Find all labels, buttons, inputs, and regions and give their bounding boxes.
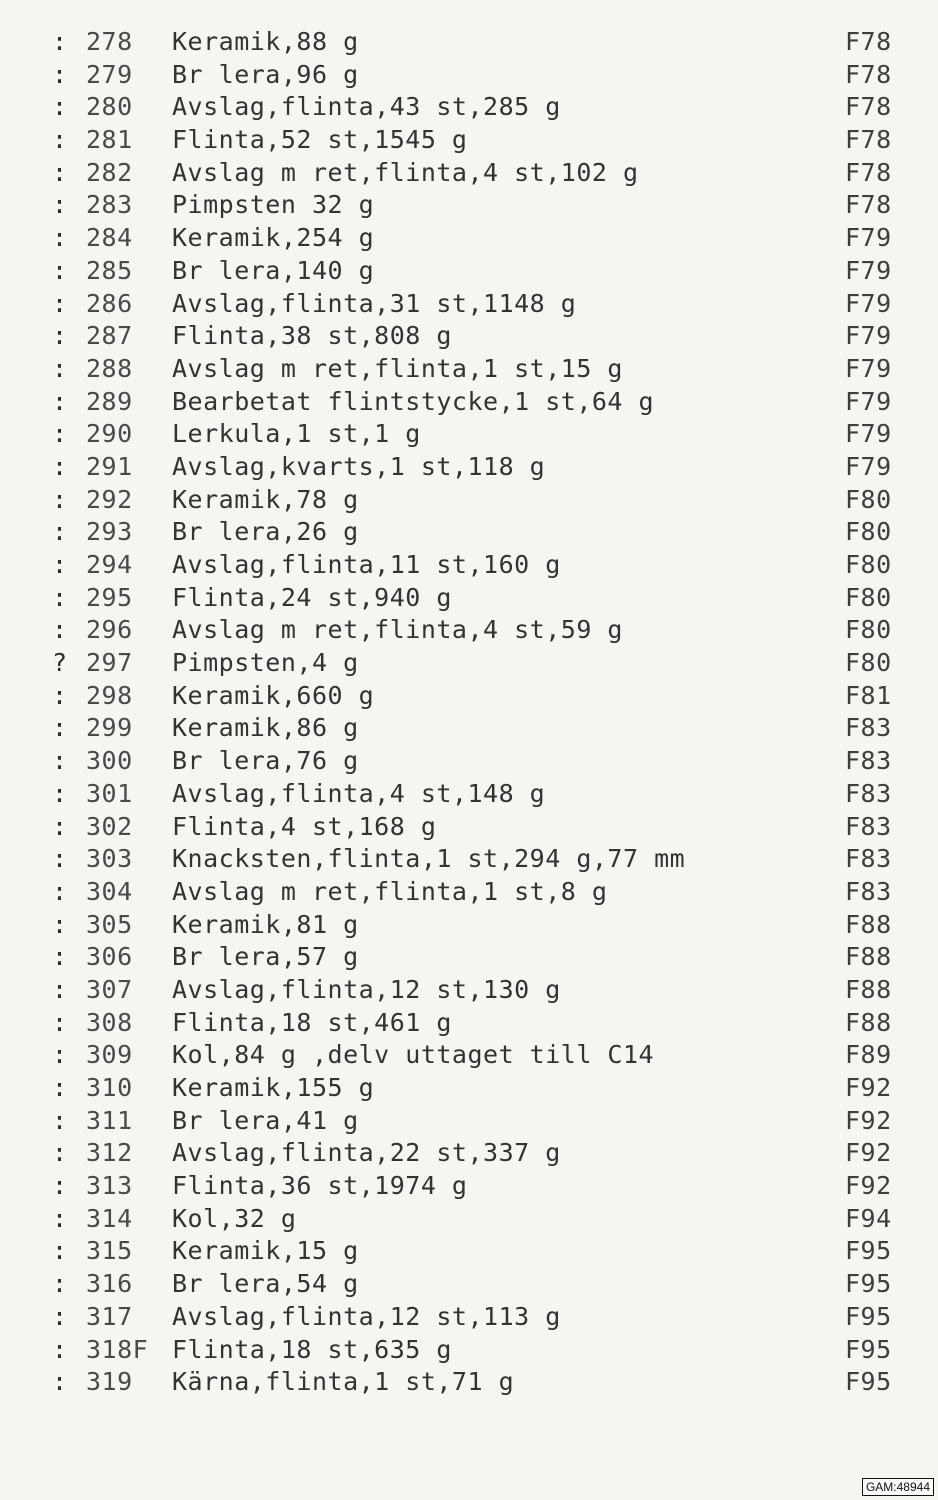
catalog-number: 317 — [86, 1301, 133, 1331]
list-item — [52, 222, 912, 255]
feature-code: F80 — [845, 582, 892, 612]
list-item — [52, 516, 912, 549]
list-item — [52, 712, 912, 745]
row-marker: : — [52, 484, 68, 514]
find-description: Br lera,26 g — [172, 517, 359, 547]
find-description: Avslag,flinta,22 st,337 g — [172, 1138, 561, 1168]
catalog-number: 307 — [86, 974, 133, 1004]
list-item — [52, 647, 912, 680]
list-item — [52, 745, 912, 778]
list-item — [52, 157, 912, 190]
row-marker: : — [52, 1105, 68, 1135]
feature-code: F88 — [845, 974, 892, 1004]
row-marker: : — [52, 1236, 68, 1266]
list-item — [52, 124, 912, 157]
list-item — [52, 843, 912, 876]
find-description: Keramik,254 g — [172, 223, 375, 253]
catalog-number: 302 — [86, 811, 133, 841]
list-item — [52, 1039, 912, 1072]
row-marker: : — [52, 1367, 68, 1397]
row-marker: : — [52, 125, 68, 155]
find-description: Flinta,24 st,940 g — [172, 582, 452, 612]
feature-code: F80 — [845, 648, 892, 678]
feature-code: F78 — [845, 59, 892, 89]
list-item — [52, 451, 912, 484]
find-description: Keramik,660 g — [172, 680, 375, 710]
list-item — [52, 876, 912, 909]
find-description: Bearbetat flintstycke,1 st,64 g — [172, 386, 655, 416]
list-item — [52, 353, 912, 386]
feature-code: F78 — [845, 157, 892, 187]
list-item — [52, 811, 912, 844]
feature-code: F78 — [845, 27, 892, 56]
row-marker: : — [52, 844, 68, 874]
catalog-number: 315 — [86, 1236, 133, 1266]
find-description: Kol,32 g — [172, 1203, 297, 1233]
find-description: Br lera,76 g — [172, 746, 359, 776]
list-item — [52, 1203, 912, 1236]
row-marker: : — [52, 1007, 68, 1037]
catalog-number: 294 — [86, 550, 133, 579]
archive-stamp: GAM:48944 — [862, 1478, 934, 1496]
list-item — [52, 1235, 912, 1268]
row-marker: : — [52, 386, 68, 416]
row-marker: : — [52, 1073, 68, 1102]
find-description: Flinta,18 st,635 g — [172, 1334, 452, 1364]
feature-code: F79 — [845, 451, 892, 481]
row-marker: : — [52, 942, 68, 972]
find-description: Flinta,4 st,168 g — [172, 811, 437, 841]
catalog-number: 290 — [86, 419, 133, 449]
catalog-number: 298 — [86, 680, 133, 710]
catalog-number: 283 — [86, 190, 133, 220]
find-description: Keramik,86 g — [172, 713, 359, 743]
feature-code: F80 — [845, 484, 892, 514]
row-marker: : — [52, 1138, 68, 1168]
feature-code: F95 — [845, 1236, 892, 1266]
list-item — [52, 680, 912, 713]
feature-code: F79 — [845, 419, 892, 449]
catalog-number: 316 — [86, 1269, 133, 1299]
list-item — [52, 1268, 912, 1301]
feature-code: F78 — [845, 92, 892, 122]
catalog-number: 301 — [86, 778, 133, 808]
list-item — [52, 189, 912, 222]
catalog-number: 293 — [86, 517, 133, 547]
catalog-number: 308 — [86, 1007, 133, 1037]
row-marker: : — [52, 255, 68, 285]
find-description: Knacksten,flinta,1 st,294 g,77 mm — [172, 844, 686, 874]
find-description: Br lera,140 g — [172, 255, 375, 285]
list-item — [52, 386, 912, 419]
find-description: Flinta,38 st,808 g — [172, 321, 452, 351]
feature-code: F80 — [845, 517, 892, 547]
catalog-number: 300 — [86, 746, 133, 776]
row-marker: : — [52, 1301, 68, 1331]
row-marker: : — [52, 582, 68, 612]
feature-code: F83 — [845, 778, 892, 808]
row-marker: : — [52, 288, 68, 318]
list-item — [52, 26, 912, 59]
find-description: Avslag m ret,flinta,1 st,8 g — [172, 876, 608, 906]
find-description: Keramik,78 g — [172, 484, 359, 514]
feature-code: F83 — [845, 811, 892, 841]
catalog-number: 299 — [86, 713, 133, 743]
feature-code: F92 — [845, 1073, 892, 1102]
feature-code: F95 — [845, 1367, 892, 1397]
catalog-number: 285 — [86, 255, 133, 285]
row-marker: : — [52, 550, 68, 579]
catalog-number: 281 — [86, 125, 133, 155]
catalog-number: 306 — [86, 942, 133, 972]
list-item — [52, 255, 912, 288]
catalog-number: 280 — [86, 92, 133, 122]
catalog-number: 310 — [86, 1073, 133, 1102]
find-description: Br lera,41 g — [172, 1105, 359, 1135]
find-description: Pimpsten,4 g — [172, 648, 359, 678]
row-marker: : — [52, 746, 68, 776]
list-item — [52, 1105, 912, 1138]
find-description: Flinta,52 st,1545 g — [172, 125, 468, 155]
catalog-number: 288 — [86, 353, 133, 383]
row-marker: : — [52, 1203, 68, 1233]
feature-code: F78 — [845, 190, 892, 220]
find-description: Kärna,flinta,1 st,71 g — [172, 1367, 515, 1397]
feature-code: F79 — [845, 288, 892, 318]
list-item — [52, 418, 912, 451]
feature-code: F92 — [845, 1105, 892, 1135]
feature-code: F83 — [845, 876, 892, 906]
catalog-number: 295 — [86, 582, 133, 612]
list-item — [52, 288, 912, 321]
find-description: Br lera,96 g — [172, 59, 359, 89]
catalog-number: 309 — [86, 1040, 133, 1070]
catalog-number: 292 — [86, 484, 133, 514]
feature-code: F95 — [845, 1269, 892, 1299]
catalog-number: 318F — [86, 1334, 149, 1364]
row-marker: : — [52, 190, 68, 220]
row-marker: : — [52, 517, 68, 547]
find-description: Keramik,81 g — [172, 909, 359, 939]
feature-code: F94 — [845, 1203, 892, 1233]
feature-code: F81 — [845, 680, 892, 710]
row-marker: : — [52, 615, 68, 645]
feature-code: F88 — [845, 942, 892, 972]
catalog-number: 312 — [86, 1138, 133, 1168]
list-item — [52, 1301, 912, 1334]
catalog-number: 282 — [86, 157, 133, 187]
catalog-number: 304 — [86, 876, 133, 906]
list-item — [52, 1007, 912, 1040]
catalog-number: 297 — [86, 648, 133, 678]
find-description: Pimpsten 32 g — [172, 190, 375, 220]
feature-code: F79 — [845, 386, 892, 416]
feature-code: F95 — [845, 1301, 892, 1331]
row-marker: : — [52, 451, 68, 481]
row-marker: : — [52, 1171, 68, 1201]
row-marker: : — [52, 909, 68, 939]
catalog-number: 287 — [86, 321, 133, 351]
row-marker: : — [52, 680, 68, 710]
feature-code: F80 — [845, 550, 892, 579]
feature-code: F95 — [845, 1334, 892, 1364]
find-list — [52, 26, 912, 1399]
find-description: Avslag,flinta,12 st,113 g — [172, 1301, 561, 1331]
find-description: Avslag m ret,flinta,4 st,102 g — [172, 157, 639, 187]
list-item — [52, 614, 912, 647]
catalog-number: 296 — [86, 615, 133, 645]
row-marker: : — [52, 974, 68, 1004]
feature-code: F83 — [845, 746, 892, 776]
catalog-number: 314 — [86, 1203, 133, 1233]
catalog-number: 291 — [86, 451, 133, 481]
feature-code: F80 — [845, 615, 892, 645]
find-description: Flinta,36 st,1974 g — [172, 1171, 468, 1201]
find-description: Avslag,flinta,11 st,160 g — [172, 550, 561, 579]
find-description: Avslag m ret,flinta,1 st,15 g — [172, 353, 623, 383]
row-marker: : — [52, 713, 68, 743]
list-item — [52, 1170, 912, 1203]
list-item — [52, 484, 912, 517]
find-description: Avslag,flinta,4 st,148 g — [172, 778, 546, 808]
catalog-number: 311 — [86, 1105, 133, 1135]
catalog-number: 289 — [86, 386, 133, 416]
find-description: Avslag m ret,flinta,4 st,59 g — [172, 615, 623, 645]
feature-code: F83 — [845, 713, 892, 743]
list-item — [52, 1366, 912, 1399]
row-marker: : — [52, 419, 68, 449]
find-description: Keramik,155 g — [172, 1073, 375, 1102]
catalog-number: 278 — [86, 27, 133, 56]
list-item — [52, 1072, 912, 1105]
list-item — [52, 941, 912, 974]
feature-code: F79 — [845, 321, 892, 351]
row-marker: : — [52, 321, 68, 351]
list-item — [52, 909, 912, 942]
feature-code: F89 — [845, 1040, 892, 1070]
catalog-number: 313 — [86, 1171, 133, 1201]
find-description: Avslag,flinta,31 st,1148 g — [172, 288, 577, 318]
feature-code: F92 — [845, 1138, 892, 1168]
find-description: Keramik,88 g — [172, 27, 359, 56]
list-item — [52, 91, 912, 124]
list-item — [52, 320, 912, 353]
list-item — [52, 582, 912, 615]
list-item — [52, 974, 912, 1007]
row-marker: : — [52, 223, 68, 253]
list-item — [52, 1334, 912, 1367]
catalog-number: 319 — [86, 1367, 133, 1397]
find-description: Br lera,54 g — [172, 1269, 359, 1299]
row-marker: : — [52, 59, 68, 89]
list-item — [52, 59, 912, 92]
catalog-number: 303 — [86, 844, 133, 874]
row-marker: : — [52, 1269, 68, 1299]
find-description: Avslag,kvarts,1 st,118 g — [172, 451, 546, 481]
catalog-number: 305 — [86, 909, 133, 939]
feature-code: F88 — [845, 909, 892, 939]
row-marker: ? — [52, 648, 68, 678]
feature-code: F92 — [845, 1171, 892, 1201]
row-marker: : — [52, 92, 68, 122]
catalog-number: 286 — [86, 288, 133, 318]
find-description: Kol,84 g ,delv uttaget till C14 — [172, 1040, 655, 1070]
find-description: Flinta,18 st,461 g — [172, 1007, 452, 1037]
row-marker: : — [52, 1334, 68, 1364]
find-description: Lerkula,1 st,1 g — [172, 419, 421, 449]
find-description: Avslag,flinta,12 st,130 g — [172, 974, 561, 1004]
feature-code: F78 — [845, 125, 892, 155]
find-description: Avslag,flinta,43 st,285 g — [172, 92, 561, 122]
row-marker: : — [52, 778, 68, 808]
feature-code: F79 — [845, 255, 892, 285]
find-description: Keramik,15 g — [172, 1236, 359, 1266]
find-description: Br lera,57 g — [172, 942, 359, 972]
row-marker: : — [52, 157, 68, 187]
list-item — [52, 778, 912, 811]
list-item — [52, 549, 912, 582]
row-marker: : — [52, 353, 68, 383]
row-marker: : — [52, 27, 68, 56]
row-marker: : — [52, 811, 68, 841]
feature-code: F79 — [845, 353, 892, 383]
row-marker: : — [52, 1040, 68, 1070]
feature-code: F83 — [845, 844, 892, 874]
feature-code: F88 — [845, 1007, 892, 1037]
row-marker: : — [52, 876, 68, 906]
feature-code: F79 — [845, 223, 892, 253]
catalog-number: 279 — [86, 59, 133, 89]
catalog-number: 284 — [86, 223, 133, 253]
list-item — [52, 1137, 912, 1170]
